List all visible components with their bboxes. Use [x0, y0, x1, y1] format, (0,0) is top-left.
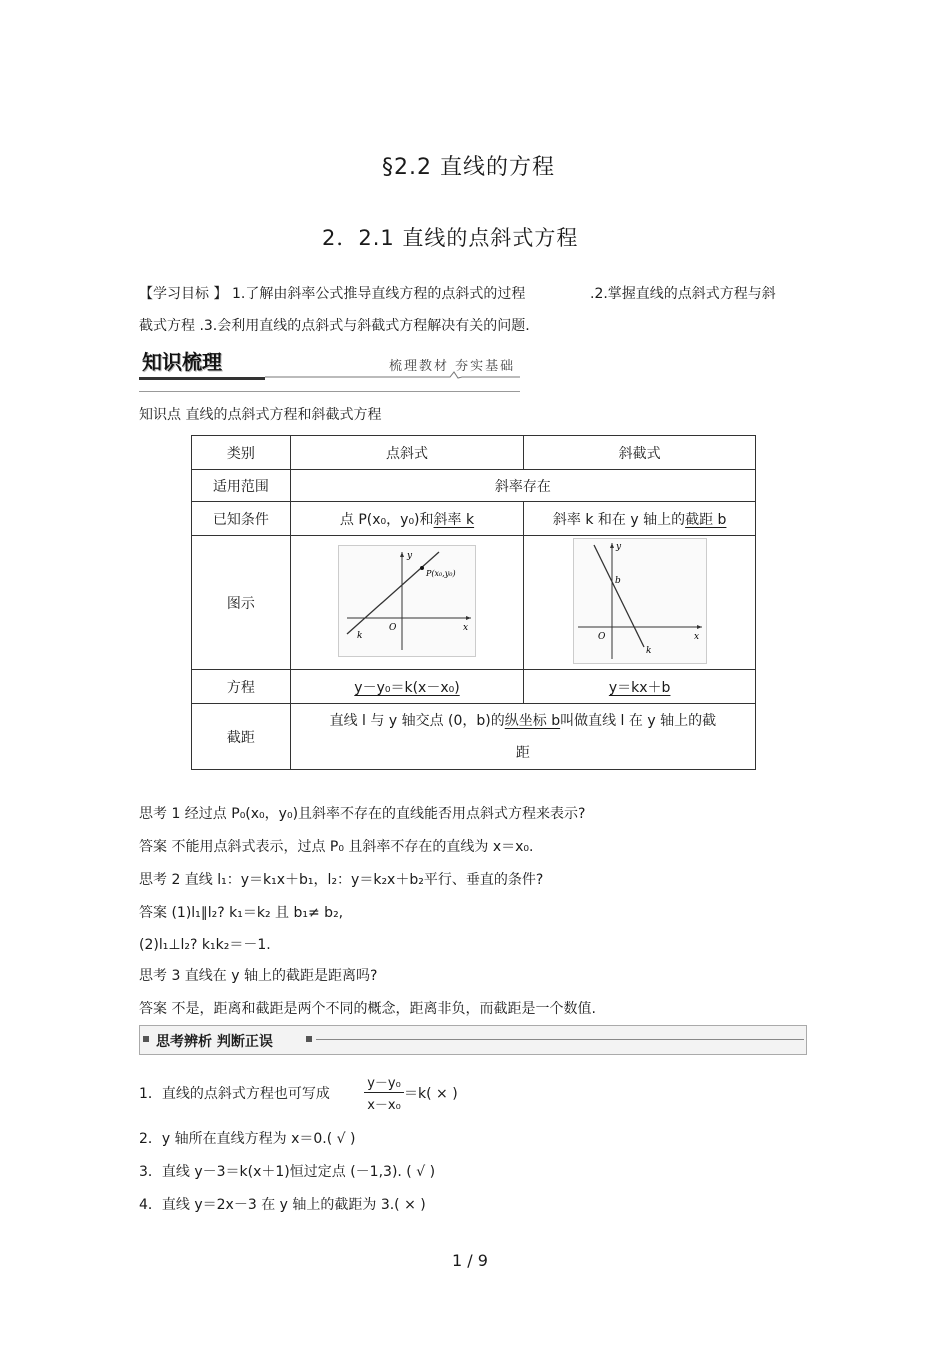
figure-slope-intercept	[524, 536, 756, 670]
section-title: §2.2 直线的方程	[382, 155, 555, 180]
equation-label: 方程	[192, 670, 291, 704]
svg-text:O: O	[389, 623, 397, 633]
goals-line1-b: .2.掌握直线的点斜式方程与斜	[590, 286, 776, 302]
svg-text:k: k	[357, 631, 363, 641]
knowledge-table	[191, 435, 756, 770]
intercept-label: 截距	[192, 704, 291, 770]
think-1: 思考 1 经过点 P₀(x₀，y₀)且斜率不存在的直线能否用点斜式方程来表示?	[139, 806, 586, 822]
answer-1: 答案 不能用点斜式表示，过点 P₀ 且斜率不存在的直线为 x＝x₀.	[139, 839, 534, 855]
knowledge-banner	[139, 343, 520, 392]
header-category: 类别	[192, 436, 291, 470]
point-slope-graph	[339, 546, 475, 656]
slope-intercept-graph	[574, 539, 706, 663]
think-3: 思考 3 直线在 y 轴上的截距是距离吗?	[139, 968, 378, 984]
svg-text:P(x₀,y₀): P(x₀,y₀)	[426, 569, 456, 578]
judge-1-fraction	[364, 1072, 404, 1113]
figure-label: 图示	[192, 536, 291, 670]
banner-subtitle: 梳理教材 夯实基础	[389, 359, 516, 374]
scope-label: 适用范围	[192, 470, 291, 502]
judge-banner-title: 思考辨析 判断正误	[156, 1034, 273, 1050]
judge-3: 3．直线 y－3＝k(x＋1)恒过定点 (－1,3). ( √ )	[139, 1164, 436, 1180]
bullet-icon	[143, 1036, 149, 1042]
figure-point-slope	[290, 536, 524, 670]
known-slope-intercept: 斜率 k 和在 y 轴上的截距 b	[524, 502, 756, 536]
answer-2-part1: 答案 (1)l₁∥l₂? k₁＝k₂ 且 b₁≠ b₂,	[139, 905, 344, 921]
goals-line2: 截式方程 .3.会利用直线的点斜式与斜截式方程解决有关的问题.	[139, 318, 530, 334]
known-point-slope: 点 P(x₀，y₀)和斜率 k	[290, 502, 524, 536]
equation-slope-intercept: y＝kx＋b	[524, 670, 756, 704]
banner-title: 知识梳理	[142, 350, 222, 374]
equation-point-slope: y－y₀＝k(x－x₀)	[290, 670, 524, 704]
header-slope-intercept: 斜截式	[524, 436, 756, 470]
fraction-denominator: x－x₀	[367, 1098, 401, 1113]
think-2: 思考 2 直线 l₁：y＝k₁x＋b₁，l₂：y＝k₂x＋b₂平行、垂直的条件?	[139, 872, 544, 888]
bullet-icon	[306, 1036, 312, 1042]
svg-text:x: x	[463, 623, 469, 633]
known-label: 已知条件	[192, 502, 291, 536]
banner-wave-line	[265, 369, 520, 379]
svg-text:y: y	[407, 551, 413, 561]
answer-2-part2: (2)l₁⊥l₂? k₁k₂＝－1.	[139, 937, 271, 953]
judge-4: 4．直线 y＝2x－3 在 y 轴上的截距为 3.( × )	[139, 1197, 426, 1213]
scope-value: 斜率存在	[290, 470, 755, 502]
svg-text:y: y	[615, 542, 621, 552]
judge-1-answer: ＝k( × )	[404, 1086, 458, 1102]
subsection-title: 2．2.1 直线的点斜式方程	[322, 226, 579, 250]
judge-2: 2．y 轴所在直线方程为 x＝0.( √ )	[139, 1131, 356, 1147]
knowledge-point: 知识点 直线的点斜式方程和斜截式方程	[139, 407, 382, 423]
intercept-text: 直线 l 与 y 轴交点 (0，b)的纵坐标 b叫做直线 l 在 y 轴上的截 距	[290, 704, 755, 770]
svg-text:k: k	[645, 646, 652, 656]
goals-line1-a: 1.了解由斜率公式推导直线方程的点斜式的过程	[232, 286, 526, 302]
divider	[316, 1039, 804, 1040]
svg-text:x: x	[693, 632, 699, 642]
svg-text:O: O	[597, 632, 606, 642]
judge-banner	[139, 1025, 807, 1055]
header-point-slope: 点斜式	[290, 436, 524, 470]
page-number: 1 / 9	[452, 1251, 488, 1270]
fraction-numerator: y－y₀	[364, 1072, 404, 1093]
goals-label: 【学习目标 】	[139, 286, 228, 302]
answer-3: 答案 不是，距离和截距是两个不同的概念，距离非负，而截距是一个数值.	[139, 1001, 596, 1017]
svg-text:b: b	[614, 576, 621, 586]
judge-1-text: 1．直线的点斜式方程也可写成	[139, 1086, 330, 1102]
